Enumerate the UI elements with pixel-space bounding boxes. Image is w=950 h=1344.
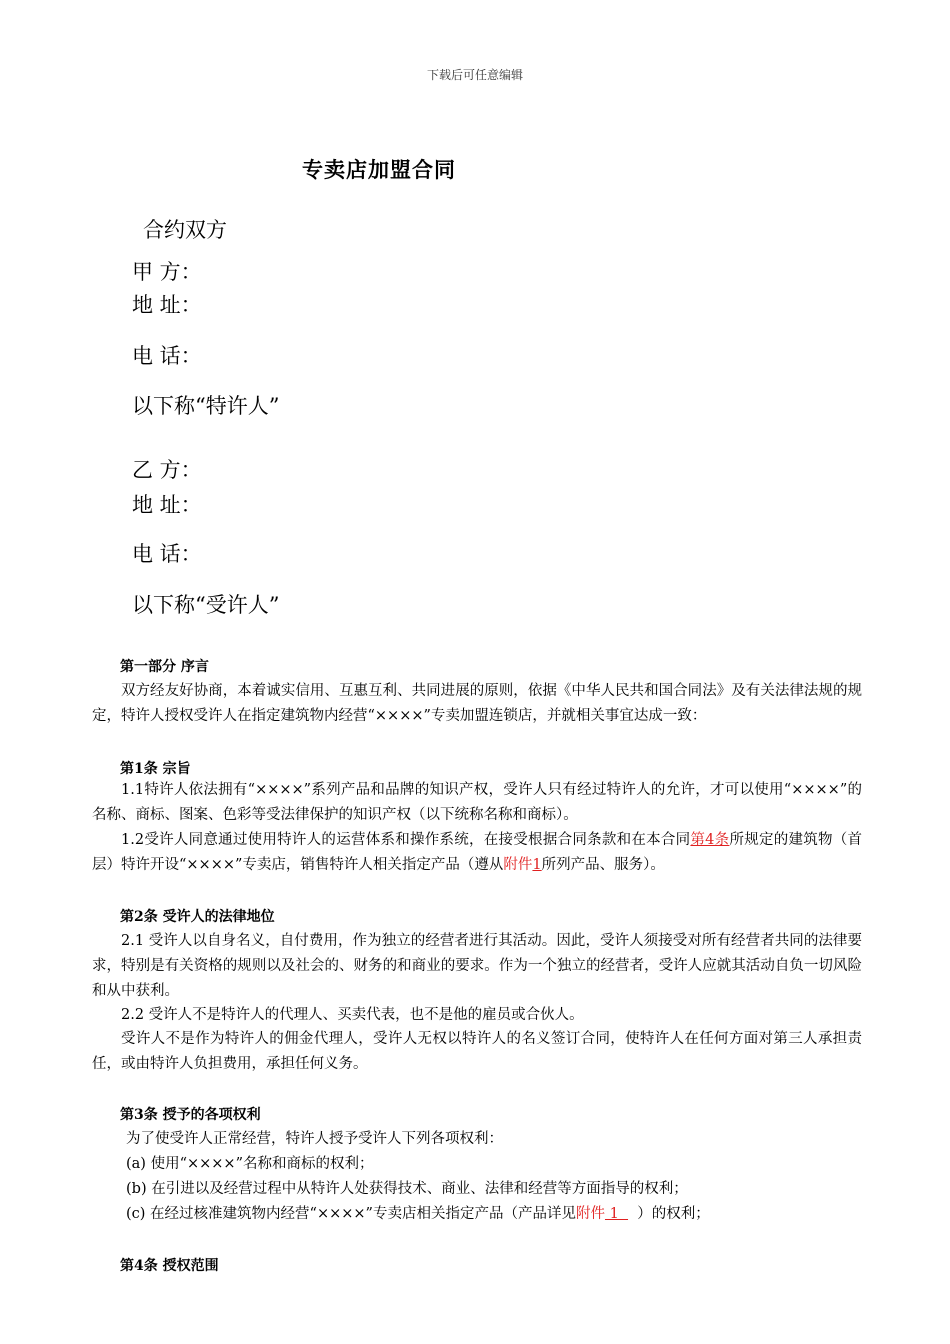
party-b-phone: 电 话： bbox=[132, 542, 202, 566]
article1-p2 bbox=[92, 828, 862, 878]
article1-p2-text-b: 所规定的建筑物（首层）特许开设“××××”专卖店，销售特许人相关指定产品（遵从 bbox=[92, 832, 863, 873]
article1-p2-text-a: 1.2受许人同意通过使用特许人的运营体系和操作系统，在接受根据合同条款和在本合同 bbox=[121, 832, 691, 848]
part1-intro: 双方经友好协商，本着诚实信用、互惠互利、共同进展的原则，依据《中华人民共和国合同法》及有关法律法规的规定，特许人授权受许人在指定建筑物内经营“××××”专卖加盟连锁店，并就相关事宜达成一致： bbox=[92, 683, 862, 724]
document-title: 专卖店加盟合同 bbox=[302, 157, 456, 182]
article3-item-c bbox=[126, 1202, 710, 1227]
party-a-alias: 以下称“特许人” bbox=[132, 394, 280, 418]
annex1-link-label[interactable]: 附件 bbox=[503, 857, 533, 873]
article2-p1: 2.1 受许人以自身名义，自付费用，作为独立的经营者进行其活动。因此，受许人须接受对所有经营者共同的法律要求，特别是有关资格的规则以及社会的、财务的和商业的要求。作为一个独立的经营者，受许人应就其活动自负一切风险和从中获利。 bbox=[92, 933, 862, 999]
article2-p3: 受许人不是作为特许人的佣金代理人，受许人无权以特许人的名义签订合同，使特许人在任何方面对第三人承担责任，或由特许人负担费用，承担任何义务。 bbox=[92, 1031, 862, 1072]
party-b-label: 乙 方： bbox=[132, 458, 202, 482]
header-note: 下载后可任意编辑 bbox=[426, 68, 523, 82]
article3-item-c-text-b: ）的权利； bbox=[628, 1206, 710, 1222]
article2-p2: 2.2 受许人不是特许人的代理人、买卖代表，也不是他的雇员或合伙人。 bbox=[121, 1007, 584, 1023]
annex1-link-number-2[interactable]: 1 bbox=[604, 1206, 629, 1222]
party-b-alias: 以下称“受许人” bbox=[132, 593, 280, 617]
article4-heading: 第4条 授权范围 bbox=[120, 1258, 219, 1274]
article3-item-b: (b) 在引进以及经营过程中从特许人处获得技术、商业、法律和经营等方面指导的权利； bbox=[126, 1181, 688, 1197]
annex1-link-number[interactable]: 1 bbox=[532, 857, 542, 873]
article3-item-c-text-a: (c) 在经过核准建筑物内经营“××××”专卖店相关指定产品（产品详见 bbox=[126, 1206, 576, 1222]
article1-p1: 1.1特许人依法拥有“××××”系列产品和品牌的知识产权，受许人只有经过特许人的允许，才可以使用“××××”的名称、商标、图案、色彩等受法律保护的知识产权（以下统称名称和商标）。 bbox=[92, 782, 862, 823]
article1-heading: 第1条 宗旨 bbox=[120, 761, 191, 777]
party-a-address: 地 址： bbox=[132, 293, 202, 317]
parties-heading: 合约双方 bbox=[143, 218, 227, 242]
article4-link[interactable]: 第4条 bbox=[690, 832, 730, 848]
annex1-link-label-2[interactable]: 附件 bbox=[575, 1206, 605, 1222]
article3-intro: 为了使受许人正常经营，特许人授予受许人下列各项权利： bbox=[126, 1131, 503, 1147]
article3-heading: 第3条 授予的各项权利 bbox=[120, 1107, 261, 1123]
part1-heading: 第一部分 序言 bbox=[120, 659, 209, 675]
article1-p2-text-c: 所列产品、服务）。 bbox=[541, 857, 665, 873]
article2-heading: 第2条 受许人的法律地位 bbox=[120, 909, 275, 925]
article3-item-a: (a) 使用“××××”名称和商标的权利； bbox=[126, 1156, 374, 1172]
party-b-address: 地 址： bbox=[132, 493, 202, 517]
party-a-label: 甲 方： bbox=[132, 260, 202, 284]
party-a-phone: 电 话： bbox=[132, 344, 202, 368]
